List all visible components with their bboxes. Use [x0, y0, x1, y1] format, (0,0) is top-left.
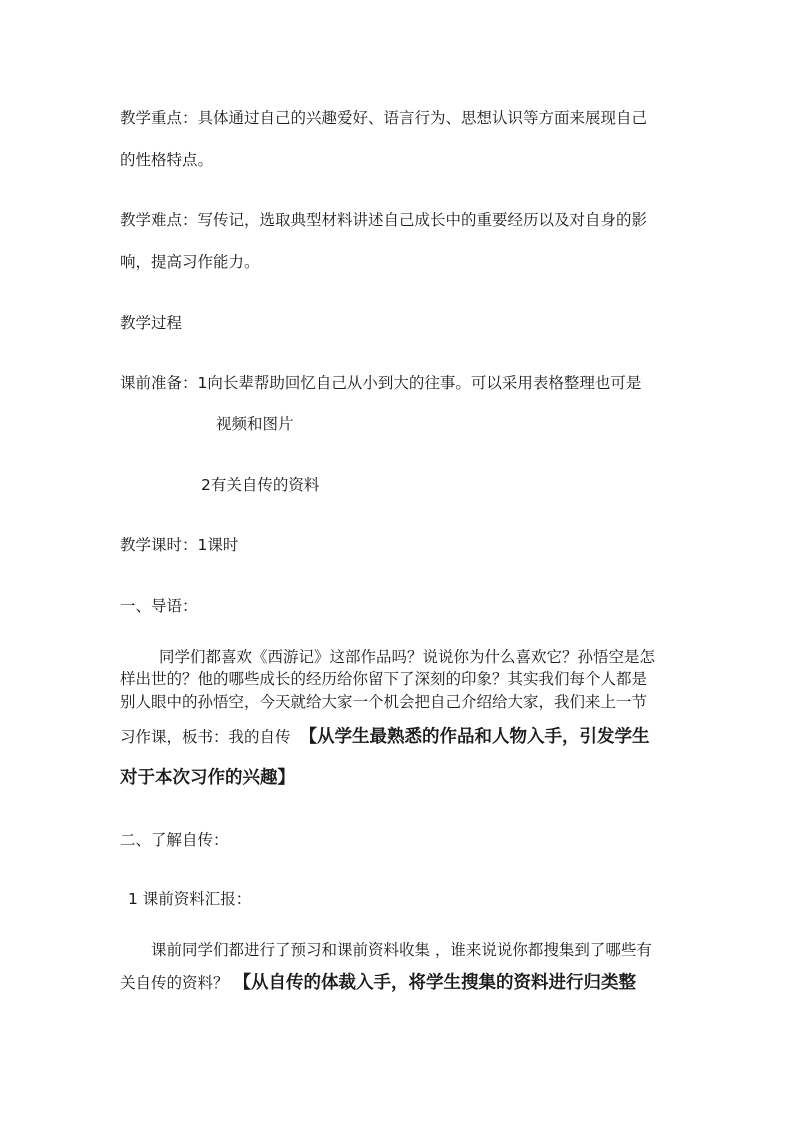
teaching-difficulty-cont: 响，提高习作能力。 — [120, 253, 260, 271]
report-paragraph-line: 课前同学们都进行了预习和课前资料收集 ，谁来说说你都搜集到了哪些有 — [151, 941, 652, 959]
intro-paragraph-line: 样出世的？他的哪些成长的经历给你留下了深刻的印象？其实我们每个人都是 — [120, 670, 648, 688]
sub-heading-report: 1 课前资料汇报： — [128, 890, 252, 908]
prep-item-2: 2有关自传的资料 — [201, 476, 320, 494]
prep-item-1: 课前准备：1向长辈帮助回忆自己从小到大的往事。可以采用表格整理也可是 — [120, 374, 642, 392]
intro-text: 习作课，板书：我的自传 — [120, 728, 291, 746]
section-understand-heading: 二、了解自传： — [120, 831, 229, 849]
teaching-difficulty: 教学难点：写传记，选取典型材料讲述自己成长中的重要经历以及对自身的影 — [120, 211, 648, 229]
prep-item-1-cont: 视频和图片 — [216, 415, 294, 433]
intro-paragraph-line: 同学们都喜欢《西游记》这部作品吗？说说你为什么喜欢它？孙悟空是怎 — [159, 648, 656, 666]
intro-paragraph-line: 别人眼中的孙悟空，今天就给大家一个机会把自己介绍给大家，我们来上一节 — [120, 693, 648, 711]
class-hours: 教学课时：1课时 — [120, 536, 239, 554]
intro-paragraph-line — [120, 727, 649, 747]
report-annotation: 【从自传的体裁入手，将学生搜集的资料进行归类整 — [233, 973, 636, 993]
teaching-key-point-cont: 的性格特点。 — [120, 151, 214, 169]
process-heading: 教学过程 — [120, 314, 183, 332]
section-intro-heading: 一、导语： — [120, 597, 198, 615]
teaching-key-point: 教学重点：具体通过自己的兴趣爱好、语言行为、思想认识等方面来展现自己 — [120, 109, 648, 127]
intro-annotation-cont: 对于本次习作的兴趣】 — [120, 768, 295, 788]
report-paragraph-line — [120, 973, 636, 993]
intro-annotation: 【从学生最熟悉的作品和人物入手，引发学生 — [299, 727, 650, 747]
report-text: 关自传的资料？ — [120, 974, 229, 992]
